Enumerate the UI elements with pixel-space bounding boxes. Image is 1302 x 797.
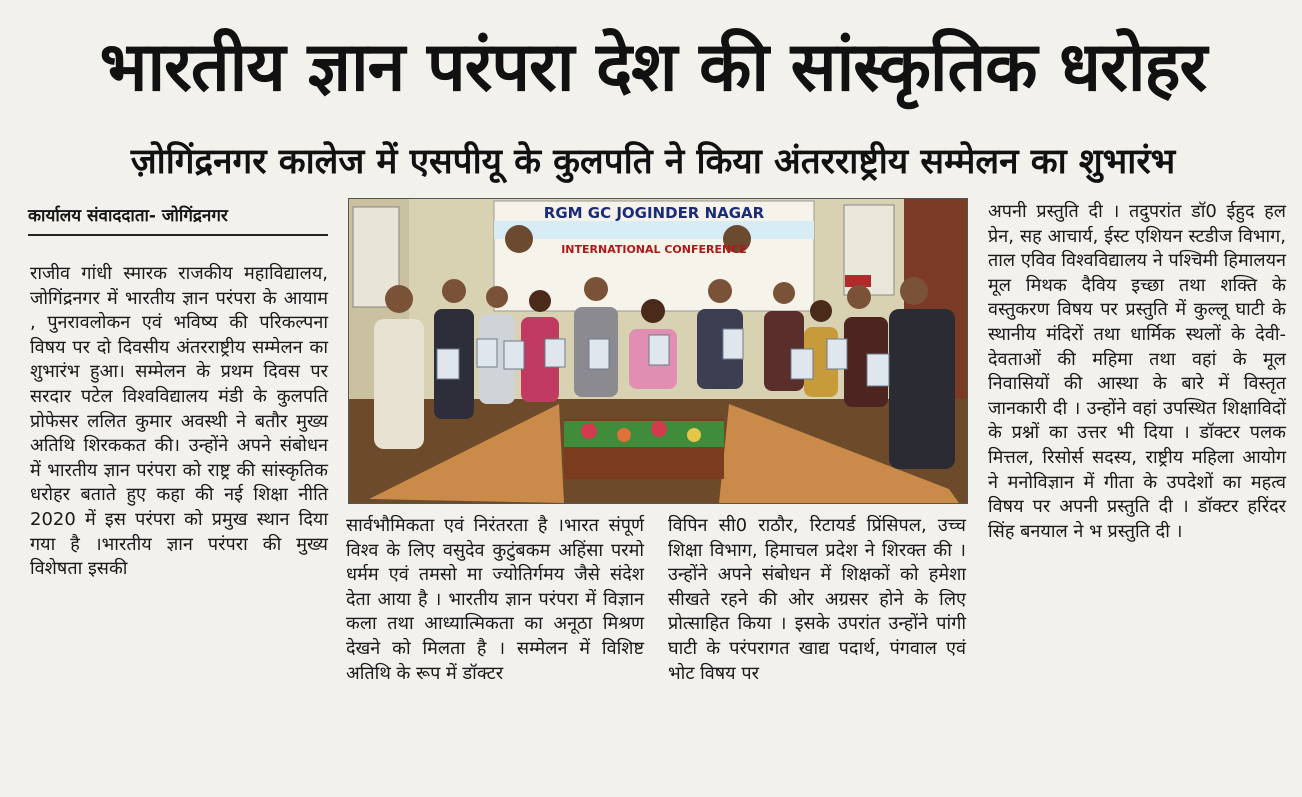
- byline: कार्यालय संवाददाता- जोगिंद्रनगर: [28, 200, 328, 236]
- conference-photo: [348, 198, 968, 504]
- article-column-3: विपिन सी0 राठौर, रिटायर्ड प्रिंसिपल, उच्च शिक्षा विभाग, हिमाचल प्रदेश ने शिरक्त की । उन्होंने अपने संबोधन में शिक्षकों को हमेशा सीखते रहने की ओर अग्रसर होने के लिए प्रोत्साहित किया । इसके उपरांत उन्होंने पांगी घाटी के परंपरागत खाद्य पदार्थ, पंगवाल एवं भोट विषय पर: [668, 515, 966, 684]
- article-column-4: अपनी प्रस्तुति दी । तदुपरांत डॉ0 ईहुद हल प्रेन, सह आचार्य, ईस्ट एशियन स्टडीज विभाग, ताल एविव विश्वविद्यालय ने पश्चिमी हिमालयन मूल मिथक दैविय इच्छा तथा शक्ति के वस्तुकरण विषय पर प्रस्तुति में कुल्लू घाटी के स्थानीय मंदिरों तथा धार्मिक स्थलों के देवी- देवताओं की महिमा तथा वहां के मूल निवासियों की आस्था के बारे में विस्तृत जानकारी दी । उन्होंने वहां उपस्थित शिक्षाविदों के प्रश्नों का उत्तर भी दिया । डॉक्टर पलक मित्तल, रिसोर्स सदस्य, राष्ट्रीय महिला आयोग ने मनोविज्ञान में गीता के उपदेशों का महत्व विषय पर अपनी प्रस्तुति दी । डॉक्टर हरिंदर सिंह बनयाल ने भ प्रस्तुति दी ।: [988, 201, 1286, 542]
- article-column-1: राजीव गांधी स्मारक राजकीय महाविद्यालय, जोगिंद्रनगर में भारतीय ज्ञान परंपरा के आयाम , पुनरावलोकन एवं भविष्य की परिकल्पना विषय पर दो दिवसीय अंतरराष्ट्रीय सम्मेलन का शुभारंभ हुआ। सम्मेलन के प्रथम दिवस पर सरदार पटेल विश्वविद्यालय मंडी के कुलपति प्रोफेसर ललित कुमार अवस्थी ने बतौर मुख्य अतिथि शिरककत की। उन्होंने अपने संबोधन में भारतीय ज्ञान परंपरा को राष्ट्र की सांस्कृतिक धरोहर बताते हुए कहा की नई शिक्षा नीति 2020 में इस परंपरा को प्रमुख स्थान दिया गया है ।भारतीय ज्ञान परंपरा की मुख्य विशेषता इसकी: [30, 263, 328, 580]
- article-column-2: सार्वभौमिकता एवं निरंतरता है ।भारत संपूर्ण विश्व के लिए वसुदेव कुटुंबकम अहिंसा परमो धर्मम एवं तमसो मा ज्योतिर्गमय जैसे संदेश देता आया है । भारतीय ज्ञान परंपरा में विज्ञान कला तथा आध्यात्मिकता का अनूठा मिश्रण देखने को मिलता है । सम्मेलन में विशिष्ट अतिथि के रूप में डॉक्टर: [346, 515, 644, 684]
- banner-title: RGM GC JOGINDER NAGAR: [543, 204, 765, 222]
- headline: भारतीय ज्ञान परंपरा देश की सांस्कृतिक धरोहर: [99, 28, 1207, 107]
- subheadline: ज़ोगिंद्रनगर कालेज में एसपीयू के कुलपति ने किया अंतरराष्ट्रीय सम्मेलन का शुभारंभ: [130, 142, 1176, 182]
- banner-subtitle: INTERNATIONAL CONFERENCE: [561, 243, 747, 256]
